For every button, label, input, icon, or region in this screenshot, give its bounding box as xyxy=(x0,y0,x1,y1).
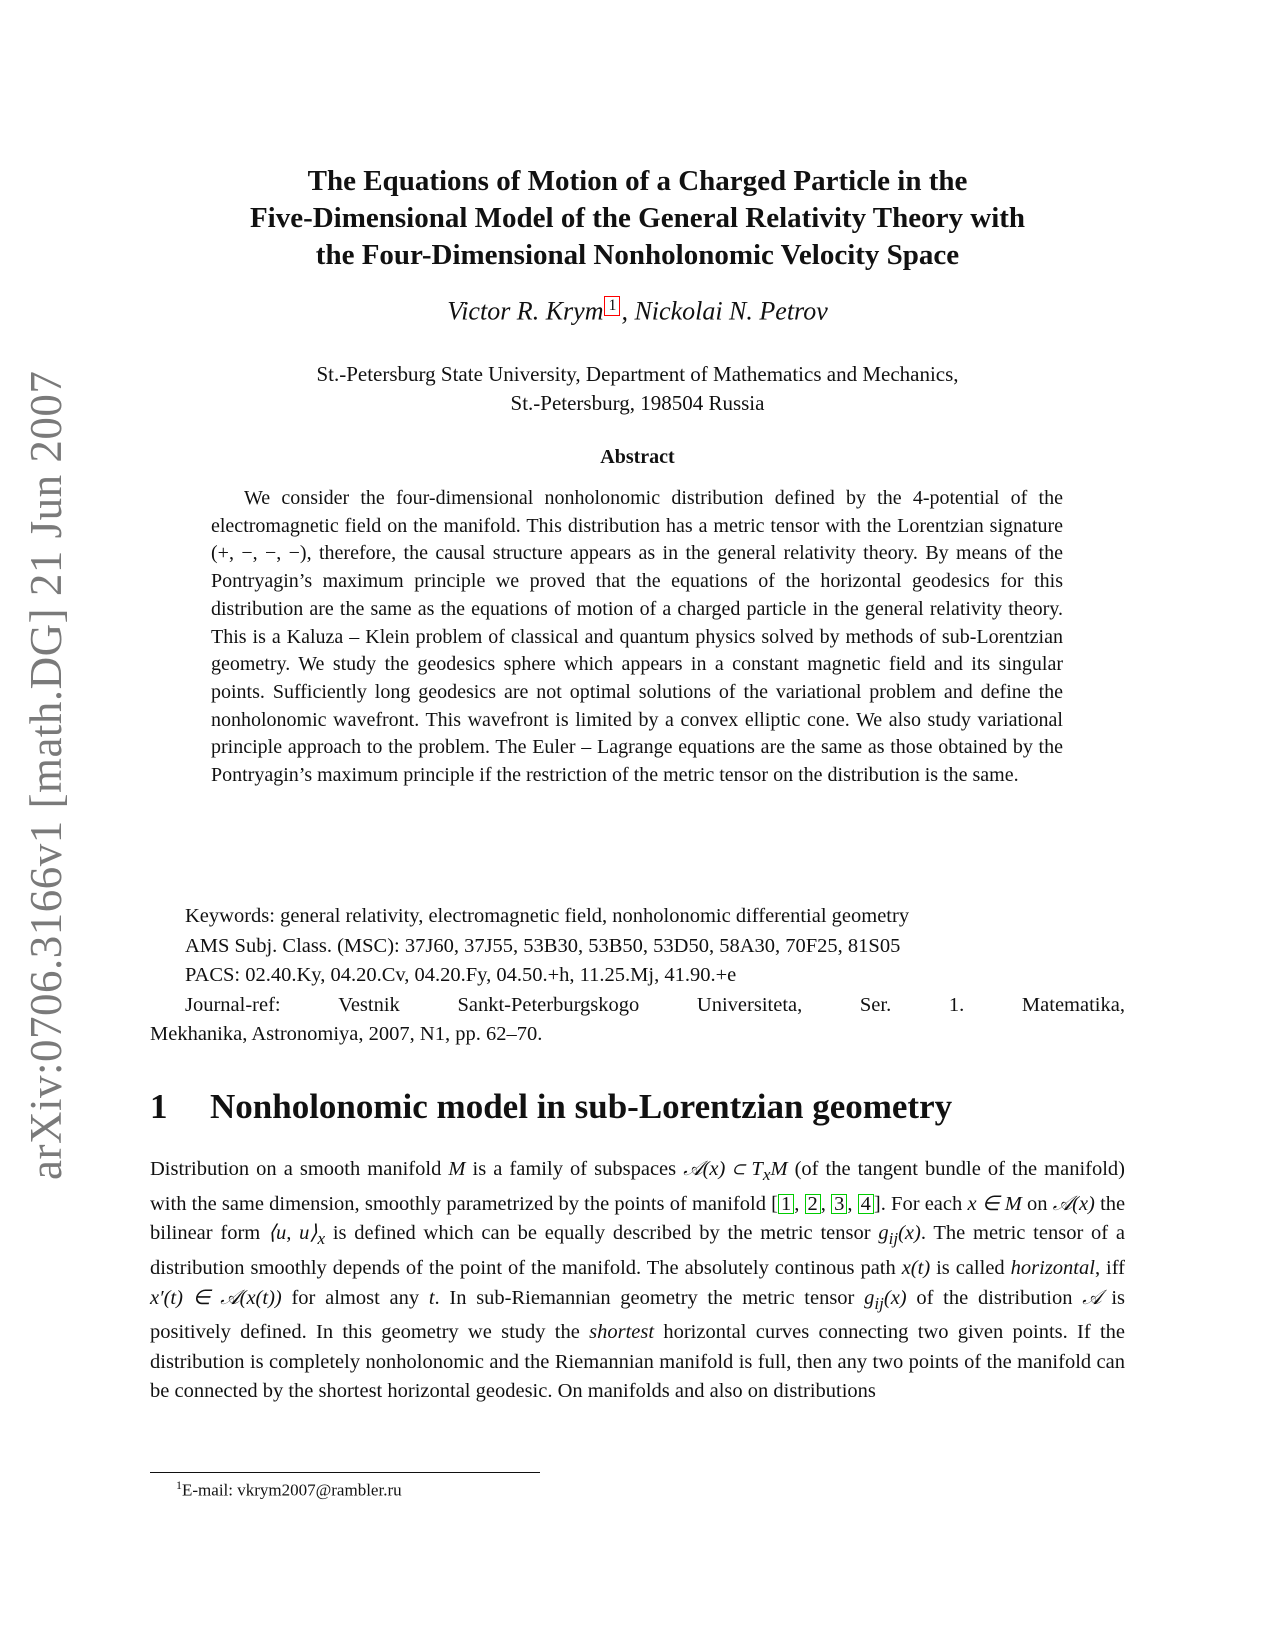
footnote-rule xyxy=(150,1472,540,1473)
math-inline xyxy=(878,1222,921,1249)
journal-ref-word: Matematika, xyxy=(1021,993,1125,1016)
abstract-body xyxy=(211,485,1063,790)
citation-link[interactable]: 2 xyxy=(805,1194,821,1214)
math-inline: 𝒜(x) xyxy=(1052,1192,1095,1215)
affiliation-line-1: St.-Petersburg State University, Department of Mathematics and Mechanics, xyxy=(316,362,959,386)
citation-link[interactable]: 1 xyxy=(778,1194,794,1214)
journal-ref-word: Sankt-Peterburgskogo xyxy=(457,993,640,1016)
author-list xyxy=(150,296,1125,327)
math-part: (x) xyxy=(883,1286,907,1309)
math-part: M xyxy=(770,1158,788,1180)
journal-ref-line-1 xyxy=(150,991,1125,1021)
text-run: is positively defined. In this geometry we study the xyxy=(150,1286,1126,1344)
math-inline: t xyxy=(428,1286,435,1309)
text-run: is defined which can be equally described by the metric tensor xyxy=(332,1222,871,1245)
title-line-3: the Four-Dimensional Nonholonomic Velocity Space xyxy=(315,239,960,271)
math-inline xyxy=(864,1286,907,1313)
pacs-line: PACS: 02.40.Ky, 04.20.Cv, 04.20.Fy, 04.50.+h, 11.25.Mj, 41.90.+e xyxy=(185,964,737,986)
text-run: . In sub-Riemannian geometry the metric tensor xyxy=(434,1286,855,1309)
math-inline xyxy=(268,1222,326,1249)
paper-title xyxy=(150,163,1125,274)
section-1-body xyxy=(150,1155,1125,1407)
journal-ref-word: Ser. xyxy=(859,993,892,1016)
citation-link[interactable]: 4 xyxy=(858,1194,874,1214)
text-run: . The metric tensor of a distribution smoothly depends of the point of the manifold. The absolutely continous path xyxy=(150,1222,1126,1279)
footnote-text: E-mail: vkrym2007@rambler.ru xyxy=(182,1480,402,1500)
math-part: ⟨u, u⟩ xyxy=(268,1222,318,1245)
text-run: horizontal curves connecting two given points. If the distribution is completely nonholonomic and the Riemannian manifold is full, then any two points of the manifold can be connected by the shortest horizontal geodesic. On manifolds and also on distributions xyxy=(150,1321,1126,1403)
emphasis: horizontal xyxy=(1010,1256,1095,1279)
citation-link[interactable]: 3 xyxy=(831,1194,847,1214)
text-run: Distribution on a smooth manifold xyxy=(150,1158,442,1180)
math-inline: x ∈ M xyxy=(967,1192,1022,1215)
text-run: for almost any xyxy=(291,1286,420,1309)
text-run: is a family of subspaces xyxy=(472,1158,677,1180)
journal-ref-word: Universiteta, xyxy=(696,993,803,1016)
math-part: g xyxy=(878,1222,889,1245)
affiliation xyxy=(150,360,1125,418)
journal-ref-word: Journal-ref: xyxy=(185,993,281,1016)
math-inline: x(t) xyxy=(901,1256,931,1279)
affiliation-line-2: St.-Petersburg, 198504 Russia xyxy=(510,391,765,415)
emphasis: shortest xyxy=(589,1321,655,1344)
math-part: g xyxy=(864,1286,875,1309)
abstract-heading: Abstract xyxy=(600,446,675,468)
math-part: (x) xyxy=(898,1222,921,1245)
text-run: . For each xyxy=(880,1192,963,1215)
math-inline xyxy=(683,1158,788,1185)
body-paragraph: Distribution on a smooth manifold M is a family of subspaces 𝒜(x) ⊂ $T_xM$ (of the tangent bundle of the manifold) with the same dimension, smoothly parametrized by the points of manifold [ 1 , 2 , 3 , 4 ]. For each x ∈ M on 𝒜(x) the bilinear form ⟨u, $u⟩_x$ is defined which can be equally described by the metric tensor $g_{ij}(x)$. The metric tensor of a distribution smoothly depends of the point of the manifold. The absolutely continous path x(t) is called horizontal, iff x′(t) ∈ 𝒜(x(t)) for almost any t. In sub-Riemannian geometry the metric tensor $g_{ij}(x)$ of the distribution 𝒜 is positively defined. In this geometry we study the shortest horizontal curves connecting two given points. If the distribution is completely nonholonomic and the Riemannian manifold is full, then any two points of the manifold can be connected by the shortest horizontal geodesic. On manifolds and also on distributions xyxy=(150,1158,1126,1403)
abstract-text: We consider the four-dimensional nonholonomic distribution defined by the 4-potential of the electromagnetic field on the manifold. This distribution has a metric tensor with the Lorentzian signature (+, −, −, −), therefore, the causal structure appears as in the general relativity theory. By means of the Pontryagin’s maximum principle we proved that the equations of the horizontal geodesics for this distribution are the same as the equations of motion of a charged particle in the general relativity theory. This is a Kaluza – Klein problem of classical and quantum physics solved by methods of sub-Lorentzian geometry. We study the geodesics sphere which appears in a constant magnetic field and its singular points. Sufficiently long geodesics are not optimal solutions of the variational problem and define the nonholonomic wavefront. This wavefront is limited by a convex elliptic cone. We also study variational principle approach to the problem. The Euler – Lagrange equations are the same as those obtained by the Pontryagin’s maximum principle if the restriction of the metric tensor on the distribution is the same. xyxy=(211,487,1063,787)
section-number: 1 xyxy=(150,1087,168,1126)
math-subscript: x xyxy=(762,1165,771,1185)
author-krym: Victor R. Krym xyxy=(447,296,604,326)
section-title: Nonholonomic model in sub-Lorentzian geometry xyxy=(210,1087,953,1126)
author-petrov: Nickolai N. Petrov xyxy=(634,296,828,326)
text-run: is called xyxy=(936,1256,1005,1279)
title-line-1: The Equations of Motion of a Charged Particle in the xyxy=(307,165,968,197)
arxiv-identifier-stamp: arXiv:0706.3166v1 [math.DG] 21 Jun 2007 xyxy=(21,370,71,1180)
paper-metadata xyxy=(150,902,1125,1050)
text-run: , iff xyxy=(1094,1256,1125,1279)
math-inline: 𝒜 xyxy=(1082,1286,1102,1309)
math-inline: x′(t) ∈ 𝒜(x(t)) xyxy=(150,1286,282,1309)
author-separator: , xyxy=(621,296,628,326)
keywords-line: Keywords: general relativity, electromagnetic field, nonholonomic differential geometry xyxy=(185,905,910,927)
math-part: 𝒜(x) ⊂ T xyxy=(683,1158,763,1180)
journal-ref-word: Vestnik xyxy=(338,993,400,1016)
ams-class-line: AMS Subj. Class. (MSC): 37J60, 37J55, 53B30, 53B50, 53D50, 58A30, 70F25, 81S05 xyxy=(185,934,901,957)
math-subscript: ij xyxy=(888,1229,899,1249)
footnote-mark: 1 xyxy=(176,1478,182,1492)
title-line-2: Five-Dimensional Model of the General Relativity Theory with xyxy=(249,202,1026,234)
footnote xyxy=(176,1478,402,1501)
footnote-reference-link[interactable]: 1 xyxy=(604,296,620,316)
text-run: (of the tangent bundle of the manifold) with the same dimension, smoothly parametrized by the points of manifold xyxy=(150,1158,1125,1215)
section-1-heading xyxy=(150,1087,952,1127)
math-inline: M xyxy=(448,1158,466,1180)
math-subscript: x xyxy=(317,1229,326,1249)
journal-ref-word: 1. xyxy=(948,993,965,1016)
text-run: the bilinear form xyxy=(150,1192,1126,1245)
math-subscript: ij xyxy=(874,1293,884,1313)
journal-ref-line-2: Mekhanika, Astronomiya, 2007, N1, pp. 62–70. xyxy=(150,1023,543,1045)
text-run: on xyxy=(1027,1192,1048,1215)
text-run: of the distribution xyxy=(916,1286,1073,1309)
